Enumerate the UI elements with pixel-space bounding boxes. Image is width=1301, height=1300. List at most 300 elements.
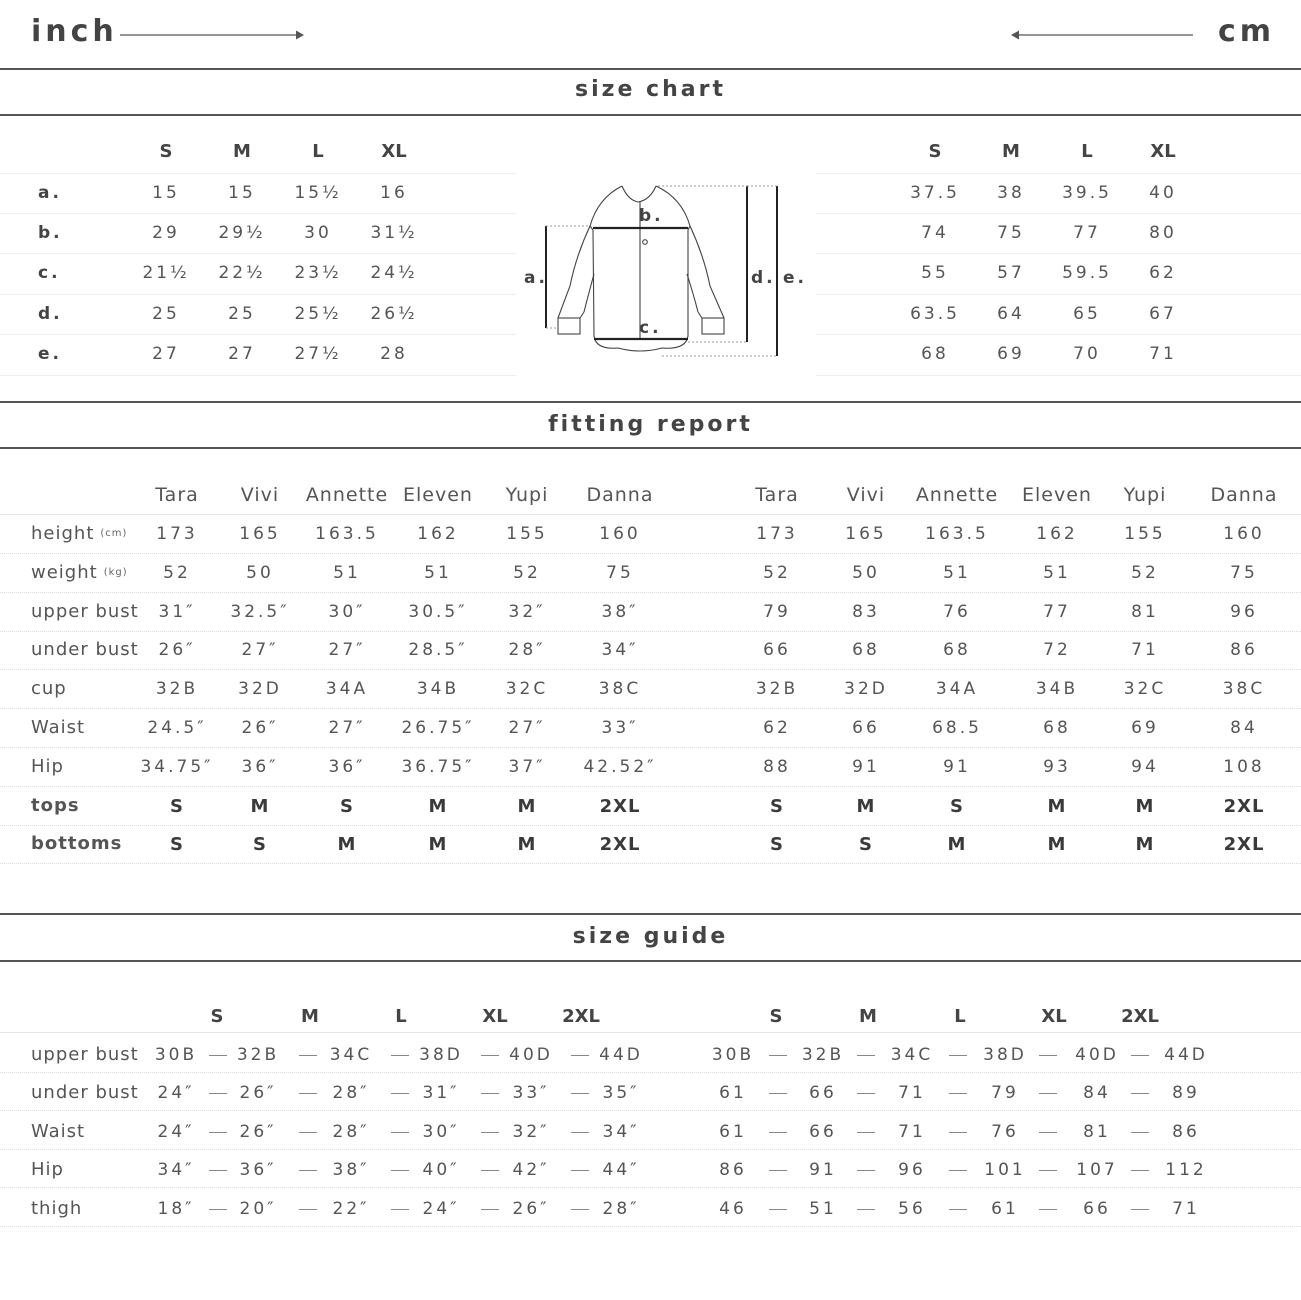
fitting-cell: 94 (1131, 756, 1159, 777)
model-name: Annette (915, 484, 999, 506)
size-guide-cell: 40″ (422, 1160, 460, 1181)
size-guide-cell: 24″ (157, 1121, 195, 1142)
range-dash (857, 1170, 875, 1171)
fitting-cell: 26″ (158, 640, 196, 661)
fitting-cell: 165 (845, 524, 887, 544)
range-dash (299, 1209, 317, 1210)
fitting-cell: 160 (599, 524, 641, 544)
size-chart-header: XL (381, 141, 407, 162)
fitting-cell: 27″ (241, 640, 279, 661)
fitting-cell: 32D (238, 679, 282, 700)
size-chart-cell: 74 (921, 223, 949, 243)
fitting-cell: 34.75″ (140, 756, 214, 777)
fitting-cell: S (170, 795, 184, 817)
model-name: Eleven (403, 484, 473, 506)
range-dash (949, 1170, 967, 1171)
fitting-cell: 72 (1043, 640, 1071, 661)
size-guide-cell: 32B (801, 1045, 845, 1065)
fitting-row-label (31, 678, 67, 699)
size-guide-header: L (954, 1006, 966, 1027)
range-dash (571, 1055, 589, 1056)
size-guide-cell: 28″ (332, 1121, 370, 1142)
size-guide-cell: 30B (711, 1045, 755, 1065)
fitting-cell: 52 (763, 562, 791, 583)
section-title-size-guide: size guide (572, 924, 729, 949)
size-chart-cell: 26½ (370, 304, 418, 324)
fitting-cell: 75 (606, 562, 634, 583)
size-guide-cell: 34C (890, 1045, 934, 1065)
fitting-cell: 160 (1223, 524, 1265, 544)
size-chart-cell: 71 (1149, 344, 1177, 364)
fitting-cell: 42.52″ (583, 756, 657, 777)
diagram-label-b: b. (639, 206, 664, 226)
fitting-cell: 34″ (601, 640, 639, 661)
size-guide-cell: 101 (984, 1160, 1026, 1181)
range-dash (857, 1132, 875, 1133)
row-divider (0, 631, 1301, 632)
size-guide-cell: 26″ (239, 1083, 277, 1104)
fitting-cell: 93 (1043, 756, 1071, 777)
range-dash (857, 1055, 875, 1056)
row-divider (0, 669, 1301, 670)
fitting-cell: 28.5″ (408, 640, 468, 661)
range-dash (949, 1055, 967, 1056)
range-dash (481, 1093, 499, 1094)
size-guide-cell: 34″ (157, 1160, 195, 1181)
size-guide-cell: 28″ (602, 1198, 640, 1219)
fitting-cell: 34A (935, 679, 979, 700)
range-dash (1039, 1093, 1057, 1094)
fitting-cell: 34B (1035, 679, 1079, 700)
row-divider (0, 1032, 1301, 1033)
size-chart-cell: 29 (152, 223, 180, 243)
unit-cm-label: cm (1218, 14, 1276, 49)
model-name: Yupi (1123, 484, 1167, 506)
size-chart-cell: 22½ (218, 263, 266, 283)
size-guide-cell: 71 (1172, 1198, 1200, 1219)
fitting-cell: 32.5″ (230, 601, 290, 622)
divider (0, 447, 1301, 449)
range-dash (769, 1093, 787, 1094)
range-dash (1131, 1170, 1149, 1171)
size-chart-cell: 31½ (370, 223, 418, 243)
fitting-cell: 32B (755, 679, 799, 700)
row-divider (0, 863, 1301, 864)
fitting-cell: 96 (1230, 601, 1258, 622)
size-guide-row-label: thigh (31, 1197, 83, 1219)
fitting-row-label (31, 756, 64, 777)
size-guide-cell: 22″ (332, 1198, 370, 1219)
fitting-cell: 38C (598, 679, 642, 700)
size-chart-header: L (1081, 141, 1093, 162)
row-divider (0, 825, 1301, 826)
fitting-row-label-text: Hip (31, 755, 64, 777)
row-divider (0, 334, 516, 335)
row-divider (0, 1110, 1301, 1111)
size-chart-cell: 70 (1073, 344, 1101, 364)
size-chart-cell: 55 (921, 263, 949, 283)
range-dash (1131, 1132, 1149, 1133)
fitting-cell: 50 (852, 562, 880, 583)
size-guide-cell: 38D (419, 1045, 463, 1065)
fitting-cell: M (1135, 795, 1155, 817)
size-guide-cell: 89 (1172, 1083, 1200, 1104)
divider (0, 68, 1301, 70)
fitting-cell: 38″ (601, 601, 639, 622)
section-title-size-chart: size chart (575, 77, 726, 102)
model-name: Danna (1210, 484, 1278, 506)
fitting-cell: 77 (1043, 601, 1071, 622)
size-guide-cell: 31″ (422, 1083, 460, 1104)
row-divider (0, 253, 516, 254)
range-dash (481, 1055, 499, 1056)
fitting-row-label-text: Waist (31, 717, 86, 738)
fitting-cell: 52 (1131, 562, 1159, 583)
size-chart-row-label: a. (38, 183, 62, 203)
row-divider (816, 213, 1301, 214)
range-dash (571, 1093, 589, 1094)
size-guide-row-label: Hip (31, 1159, 64, 1181)
divider (0, 114, 1301, 116)
fitting-cell: 26″ (241, 718, 279, 738)
size-guide-cell: 40D (1075, 1045, 1119, 1065)
size-chart-cell: 27 (228, 344, 256, 364)
fitting-cell: 162 (417, 524, 459, 544)
range-dash (299, 1093, 317, 1094)
size-guide-row-label: Waist (31, 1120, 86, 1142)
fitting-row-label (31, 601, 139, 622)
fitting-cell: 165 (239, 524, 281, 544)
fitting-cell: 2XL (599, 834, 641, 856)
row-divider (0, 1149, 1301, 1150)
size-chart-cell: 21½ (142, 263, 190, 283)
size-chart-cell: 39.5 (1062, 183, 1112, 203)
size-guide-cell: 30B (154, 1045, 198, 1065)
size-chart-cell: 40 (1149, 183, 1177, 203)
fitting-cell: 27″ (508, 718, 546, 738)
fitting-cell: M (428, 795, 448, 817)
size-chart-cell: 28 (380, 344, 408, 364)
fitting-cell: S (170, 834, 184, 856)
fitting-cell: 68 (852, 640, 880, 661)
size-guide-cell: 61 (719, 1121, 747, 1142)
range-dash (769, 1170, 787, 1171)
size-guide-cell: 81 (1083, 1121, 1111, 1142)
fitting-cell: 91 (852, 756, 880, 777)
range-dash (391, 1170, 409, 1171)
size-chart-cell: 69 (997, 344, 1025, 364)
size-guide-cell: 66 (809, 1121, 837, 1142)
row-divider (816, 375, 1301, 376)
size-guide-cell: 32B (236, 1045, 280, 1065)
model-name: Tara (155, 484, 199, 506)
arrow-left-icon (1010, 28, 1195, 42)
size-guide-row-label: upper bust (31, 1044, 139, 1065)
fitting-cell: S (770, 795, 784, 817)
size-guide-cell: 18″ (157, 1198, 195, 1219)
fitting-row-label-text: weight (31, 561, 98, 583)
range-dash (391, 1132, 409, 1133)
model-name: Yupi (505, 484, 549, 506)
row-divider (816, 294, 1301, 295)
fitting-cell: 33″ (601, 718, 639, 738)
fitting-row-label-text: cup (31, 678, 67, 700)
size-chart-row-label: d. (38, 304, 63, 324)
size-chart-cell: 24½ (370, 263, 418, 283)
fitting-cell: M (1047, 834, 1067, 856)
size-guide-cell: 112 (1165, 1160, 1207, 1181)
size-guide-cell: 34C (329, 1045, 373, 1065)
fitting-row-label (31, 795, 80, 816)
fitting-cell: 28″ (508, 640, 546, 661)
model-name: Vivi (846, 484, 886, 506)
model-name: Danna (586, 484, 654, 506)
fitting-cell: 68.5 (932, 718, 982, 738)
fitting-cell: 52 (513, 562, 541, 583)
fitting-cell: M (337, 834, 357, 856)
range-dash (857, 1209, 875, 1210)
size-chart-header: XL (1150, 141, 1176, 162)
range-dash (481, 1209, 499, 1210)
fitting-cell: 62 (763, 718, 791, 738)
size-chart-cell: 68 (921, 344, 949, 364)
range-dash (949, 1132, 967, 1133)
range-dash (481, 1132, 499, 1133)
fitting-cell: 71 (1131, 640, 1159, 661)
range-dash (769, 1055, 787, 1056)
size-guide-cell: 86 (1172, 1121, 1200, 1142)
fitting-cell: 27″ (328, 718, 366, 738)
fitting-cell: 31″ (158, 601, 196, 622)
size-guide-cell: 28″ (332, 1083, 370, 1104)
size-guide-cell: 76 (991, 1121, 1019, 1142)
fitting-cell: 69 (1131, 718, 1159, 738)
fitting-cell: 66 (763, 640, 791, 661)
fitting-cell: M (517, 795, 537, 817)
fitting-row-label (31, 523, 127, 544)
fitting-cell: 32C (505, 679, 549, 700)
fitting-cell: S (340, 795, 354, 817)
fitting-row-label (31, 639, 139, 660)
size-guide-cell: 35″ (602, 1083, 640, 1104)
range-dash (571, 1170, 589, 1171)
size-guide-cell: 33″ (512, 1083, 550, 1104)
size-guide-header: M (859, 1006, 877, 1027)
model-name: Vivi (240, 484, 280, 506)
size-chart-cell: 80 (1149, 223, 1177, 243)
row-divider (0, 553, 1301, 554)
fitting-cell: 30.5″ (408, 601, 468, 622)
fitting-row-label-text: upper bust (31, 600, 139, 622)
size-chart-cell: 59.5 (1062, 263, 1112, 283)
range-dash (209, 1209, 227, 1210)
size-guide-header: XL (1041, 1006, 1067, 1027)
size-chart-cell: 37.5 (910, 183, 960, 203)
fitting-cell: 51 (1043, 562, 1071, 583)
size-chart-header: L (312, 141, 324, 162)
size-chart-row-label: e. (38, 344, 62, 364)
model-name: Tara (755, 484, 799, 506)
size-guide-cell: 24″ (157, 1083, 195, 1104)
size-guide-cell: 30″ (422, 1121, 460, 1142)
size-guide-cell: 38″ (332, 1160, 370, 1181)
fitting-cell: M (1047, 795, 1067, 817)
size-guide-cell: 84 (1083, 1083, 1111, 1104)
range-dash (1039, 1209, 1057, 1210)
size-guide-cell: 56 (898, 1198, 926, 1219)
size-chart-cell: 62 (1149, 263, 1177, 283)
row-divider (0, 294, 516, 295)
range-dash (391, 1209, 409, 1210)
size-chart-cell: 15 (152, 183, 180, 203)
fitting-cell: 51 (943, 562, 971, 583)
size-guide-cell: 34″ (602, 1121, 640, 1142)
fitting-cell: M (947, 834, 967, 856)
diagram-label-a: a. (524, 268, 548, 288)
fitting-cell: 36.75″ (401, 756, 475, 777)
size-guide-cell: 71 (898, 1121, 926, 1142)
size-guide-row-label: under bust (31, 1082, 139, 1104)
model-name: Eleven (1022, 484, 1092, 506)
range-dash (1039, 1055, 1057, 1056)
size-guide-cell: 42″ (512, 1160, 550, 1181)
size-guide-header: 2XL (562, 1006, 600, 1027)
arrow-right-icon (120, 28, 305, 42)
size-guide-cell: 46 (719, 1198, 747, 1219)
range-dash (949, 1209, 967, 1210)
size-guide-cell: 96 (898, 1160, 926, 1181)
size-guide-cell: 79 (991, 1083, 1019, 1104)
fitting-cell: 36″ (328, 756, 366, 777)
range-dash (209, 1055, 227, 1056)
range-dash (571, 1209, 589, 1210)
fitting-cell: 79 (763, 601, 791, 622)
size-chart-cell: 64 (997, 304, 1025, 324)
range-dash (1131, 1093, 1149, 1094)
fitting-cell: 32″ (508, 601, 546, 622)
fitting-cell: 30″ (328, 601, 366, 622)
size-guide-cell: 44″ (602, 1160, 640, 1181)
diagram-label-c: c. (639, 318, 662, 338)
fitting-cell: 2XL (1223, 795, 1265, 817)
fitting-row-label-text: under bust (31, 639, 139, 661)
fitting-cell: 52 (163, 562, 191, 583)
size-chart-cell: 38 (997, 183, 1025, 203)
fitting-cell: 75 (1230, 562, 1258, 583)
fitting-cell: 32D (844, 679, 888, 700)
row-divider (816, 173, 1301, 174)
size-guide-cell: 107 (1076, 1160, 1118, 1181)
row-divider (0, 708, 1301, 709)
size-chart-cell: 30 (304, 223, 332, 243)
size-guide-cell: 61 (991, 1198, 1019, 1219)
range-dash (209, 1170, 227, 1171)
size-guide-cell: 40D (509, 1045, 553, 1065)
fitting-cell: S (770, 834, 784, 856)
size-chart-cell: 57 (997, 263, 1025, 283)
size-guide-header: M (301, 1006, 319, 1027)
row-divider (0, 1187, 1301, 1188)
fitting-cell: 108 (1223, 756, 1265, 777)
range-dash (209, 1132, 227, 1133)
fitting-cell: M (1135, 834, 1155, 856)
size-chart-cell: 25 (228, 304, 256, 324)
fitting-cell: 38C (1222, 679, 1266, 700)
fitting-cell: 88 (763, 756, 791, 777)
size-guide-cell: 44D (599, 1045, 643, 1065)
size-guide-header: S (769, 1006, 783, 1027)
row-divider (0, 786, 1301, 787)
fitting-cell: 86 (1230, 640, 1258, 661)
fitting-cell: 76 (943, 601, 971, 622)
size-chart-cell: 25 (152, 304, 180, 324)
fitting-cell: 51 (333, 562, 361, 583)
row-divider (0, 375, 516, 376)
fitting-cell: S (253, 834, 267, 856)
size-chart-cell: 75 (997, 223, 1025, 243)
fitting-row-unit: (cm) (100, 528, 128, 539)
fitting-cell: 68 (943, 640, 971, 661)
fitting-cell: 173 (156, 524, 198, 544)
row-divider (0, 1226, 1301, 1227)
fitting-cell: 155 (1124, 524, 1166, 544)
fitting-cell: 50 (246, 562, 274, 583)
size-chart-cell: 29½ (218, 223, 266, 243)
fitting-cell: 173 (756, 524, 798, 544)
fitting-cell: 84 (1230, 718, 1258, 738)
size-chart-cell: 15 (228, 183, 256, 203)
size-guide-cell: 26″ (512, 1198, 550, 1219)
size-guide-cell: 38D (983, 1045, 1027, 1065)
diagram-label-d: d. (751, 268, 776, 288)
fitting-row-label (31, 562, 128, 583)
range-dash (857, 1093, 875, 1094)
size-chart-header: M (233, 141, 251, 162)
divider (0, 401, 1301, 403)
size-guide-header: 2XL (1121, 1006, 1159, 1027)
size-chart-cell: 65 (1073, 304, 1101, 324)
size-guide-cell: 44D (1164, 1045, 1208, 1065)
size-guide-cell: 91 (809, 1160, 837, 1181)
fitting-cell: 91 (943, 756, 971, 777)
fitting-cell: M (428, 834, 448, 856)
size-chart-cell: 27½ (294, 344, 342, 364)
range-dash (209, 1093, 227, 1094)
fitting-cell: 83 (852, 601, 880, 622)
fitting-cell: 36″ (241, 756, 279, 777)
range-dash (1039, 1170, 1057, 1171)
size-guide-cell: 36″ (239, 1160, 277, 1181)
size-guide-cell: 71 (898, 1083, 926, 1104)
fitting-cell: 34B (416, 679, 460, 700)
fitting-row-label-text: height (31, 523, 95, 544)
fitting-cell: 163.5 (315, 524, 379, 544)
row-divider (0, 747, 1301, 748)
fitting-cell: 32B (155, 679, 199, 700)
row-divider (0, 592, 1301, 593)
fitting-cell: S (859, 834, 873, 856)
fitting-cell: 66 (852, 718, 880, 738)
unit-inch-label: inch (31, 14, 118, 49)
size-guide-header: S (210, 1006, 224, 1027)
size-guide-header: XL (482, 1006, 508, 1027)
size-guide-cell: 32″ (512, 1121, 550, 1142)
size-chart-row-label: c. (38, 263, 61, 283)
row-divider (0, 213, 516, 214)
range-dash (949, 1093, 967, 1094)
fitting-cell: 37″ (508, 756, 546, 777)
range-dash (571, 1132, 589, 1133)
